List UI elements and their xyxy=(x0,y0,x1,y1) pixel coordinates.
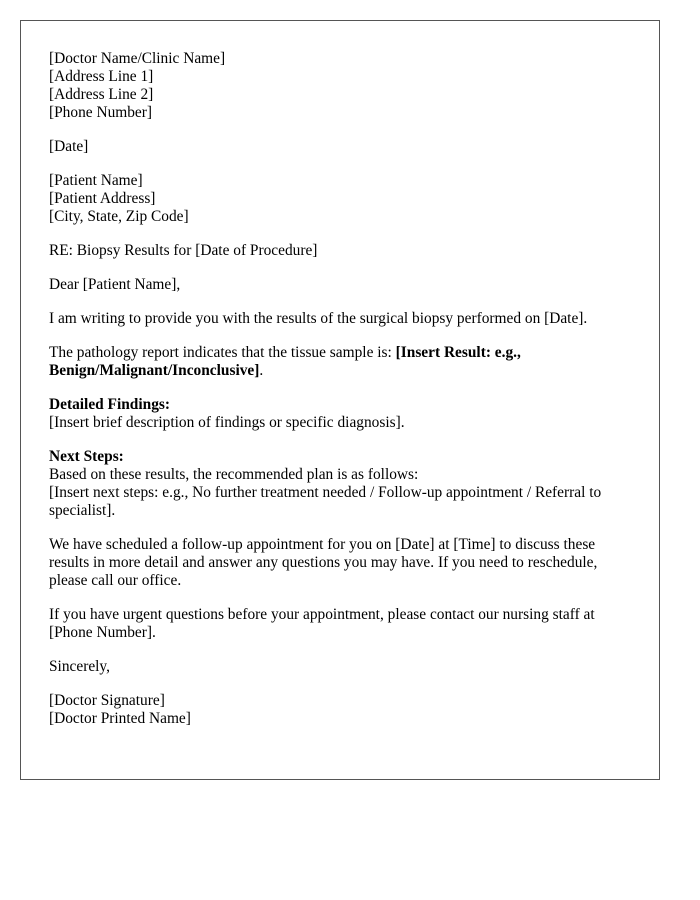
subject-text: RE: Biopsy Results for [Date of Procedure] xyxy=(49,242,318,259)
valediction xyxy=(49,658,631,676)
address-line-2: [Address Line 2] xyxy=(49,86,154,103)
recipient-address: [Patient Address] xyxy=(49,190,156,207)
recipient-block xyxy=(49,172,631,226)
doctor-printed-name: [Doctor Printed Name] xyxy=(49,710,191,727)
next-steps-heading: Next Steps: xyxy=(49,448,124,465)
signature-block xyxy=(49,692,631,728)
result-paragraph xyxy=(49,344,631,380)
urgent-text: If you have urgent questions before your appointment, please contact our nursing staff at [Phone Number]. xyxy=(49,606,595,641)
recipient-name: [Patient Name] xyxy=(49,172,143,189)
next-steps-text: [Insert next steps: e.g., No further treatment needed / Follow-up appointment / Referral to specialist]. xyxy=(49,484,606,519)
next-steps-section xyxy=(49,448,631,520)
address-line-1: [Address Line 1] xyxy=(49,68,154,85)
letterhead xyxy=(49,50,631,122)
clinic-name: [Doctor Name/Clinic Name] xyxy=(49,50,226,67)
intro-paragraph xyxy=(49,310,631,328)
findings-text: [Insert brief description of findings or specific diagnosis]. xyxy=(49,414,405,431)
findings-heading: Detailed Findings: xyxy=(49,396,170,413)
findings-section xyxy=(49,396,631,432)
result-prefix: The pathology report indicates that the tissue sample is: xyxy=(49,344,396,361)
valediction-text: Sincerely, xyxy=(49,658,110,675)
recipient-city-state-zip: [City, State, Zip Code] xyxy=(49,208,189,225)
next-steps-intro: Based on these results, the recommended plan is as follows: xyxy=(49,466,419,483)
letter-date xyxy=(49,138,631,156)
date-text: [Date] xyxy=(49,138,89,155)
urgent-paragraph xyxy=(49,606,631,642)
followup-paragraph xyxy=(49,536,631,590)
result-suffix: . xyxy=(259,362,264,379)
followup-text: We have scheduled a follow-up appointment for you on [Date] at [Time] to discuss these results in more detail and answer any questions you may have. If you need to reschedule, please call our office. xyxy=(49,536,598,589)
subject-line xyxy=(49,242,631,260)
doctor-signature: [Doctor Signature] xyxy=(49,692,165,709)
letter-page xyxy=(20,20,660,780)
result-value: [Insert Result: e.g., Benign/Malignant/Inconclusive] xyxy=(49,344,521,379)
clinic-phone: [Phone Number] xyxy=(49,104,153,121)
salutation-text: Dear [Patient Name], xyxy=(49,276,181,293)
intro-text: I am writing to provide you with the results of the surgical biopsy performed on [Date]. xyxy=(49,310,588,327)
salutation xyxy=(49,276,631,294)
